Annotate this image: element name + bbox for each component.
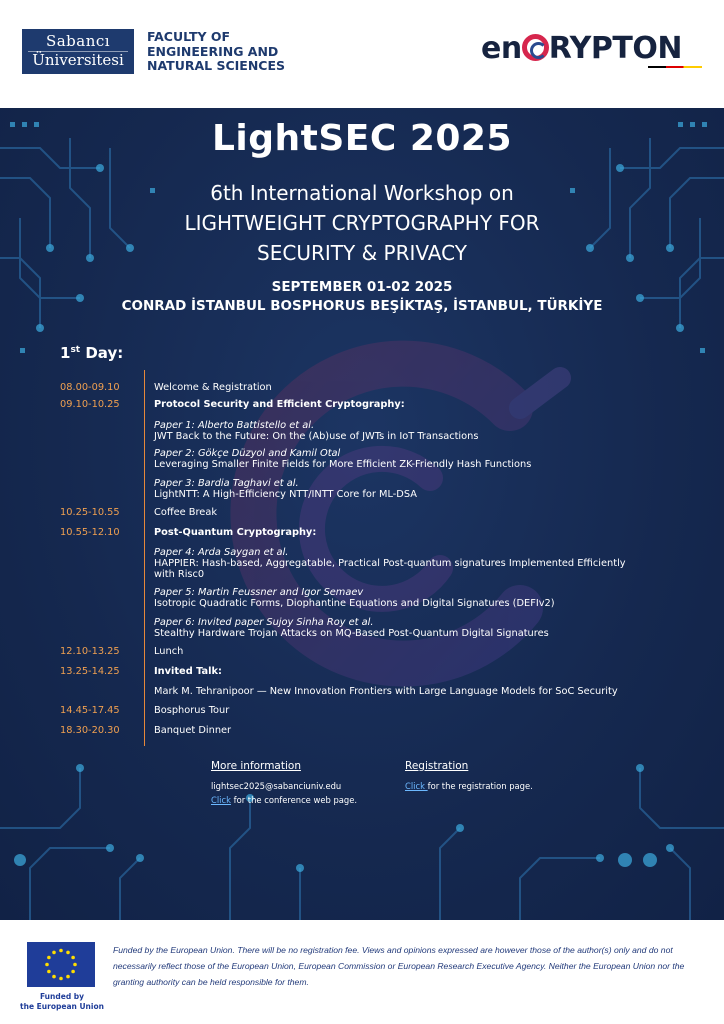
eu-funded-caption bbox=[10, 992, 114, 1011]
schedule-time: 10.55-12.10 bbox=[60, 527, 120, 538]
more-information-block bbox=[211, 759, 357, 807]
conference-web-text: for the conference web page. bbox=[230, 795, 358, 805]
schedule-desc: Banquet Dinner bbox=[154, 725, 232, 736]
day-label: Day: bbox=[80, 344, 124, 362]
su-logo-rule bbox=[28, 51, 128, 52]
schedule-time: 09.10-10.25 bbox=[60, 399, 120, 410]
eu-star-icon bbox=[52, 975, 56, 979]
paper-title: Stealthy Hardware Trojan Attacks on MQ-Based Post-Quantum Digital Signatures bbox=[154, 628, 549, 639]
session-title: Post-Quantum Cryptography: bbox=[154, 527, 317, 538]
schedule-time: 08.00-09.10 bbox=[60, 382, 120, 393]
su-logo-line1: Sabancı bbox=[45, 32, 111, 50]
paper-title: JWT Back to the Future: On the (Ab)use of JWTs in IoT Transactions bbox=[154, 431, 479, 442]
paper-authors: Paper 4: Arda Saygan et al. bbox=[154, 547, 289, 558]
paper-title: Leveraging Smaller Finite Fields for More Efficient ZK-Friendly Hash Functions bbox=[154, 459, 532, 470]
schedule-time: 12.10-13.25 bbox=[60, 646, 120, 657]
schedule-time: 10.25-10.55 bbox=[60, 507, 120, 518]
poster-panel bbox=[0, 108, 724, 920]
schedule-time: 13.25-14.25 bbox=[60, 666, 120, 677]
flag-stripe-icon bbox=[648, 66, 702, 68]
event-subtitle bbox=[0, 178, 724, 268]
encrypton-logo bbox=[481, 30, 682, 68]
eu-star-icon bbox=[71, 970, 75, 974]
paper-title: Isotropic Quadratic Forms, Diophantine Equations and Digital Signatures (DEFIv2) bbox=[154, 598, 555, 609]
subtitle-line2: LIGHTWEIGHT CRYPTOGRAPHY FOR bbox=[184, 211, 540, 235]
encrypton-prefix: en bbox=[481, 31, 522, 66]
conference-web-link[interactable]: Click bbox=[211, 795, 231, 805]
subtitle-line1: 6th International Workshop on bbox=[210, 181, 514, 205]
eu-star-icon bbox=[45, 963, 49, 967]
header bbox=[0, 0, 724, 108]
schedule-desc: Bosphorus Tour bbox=[154, 705, 230, 716]
eu-caption-line2: the European Union bbox=[20, 1001, 104, 1011]
faculty-line1: FACULTY OF bbox=[147, 29, 231, 44]
contact-email[interactable]: lightsec2025@sabanciuniv.edu bbox=[211, 781, 342, 791]
registration-block bbox=[405, 759, 533, 793]
day-number: 1 bbox=[60, 344, 71, 362]
encrypton-c-icon bbox=[522, 34, 549, 61]
paper-authors: Paper 1: Alberto Battistello et al. bbox=[154, 420, 315, 431]
faculty-line3: NATURAL SCIENCES bbox=[147, 58, 286, 73]
encrypton-suffix: RYPTON bbox=[548, 31, 682, 66]
eu-caption-line1: Funded by bbox=[39, 992, 85, 1001]
subtitle-line3: SECURITY & PRIVACY bbox=[257, 241, 467, 265]
paper-title: LightNTT: A High-Efficiency NTT/INTT Core for ML-DSA bbox=[154, 489, 417, 500]
schedule-divider bbox=[144, 370, 145, 746]
faculty-line2: ENGINEERING AND bbox=[147, 43, 279, 59]
paper-authors: Paper 3: Bardia Taghavi et al. bbox=[154, 478, 299, 489]
paper-title: HAPPIER: Hash-based, Aggregatable, Practical Post-quantum signatures Implemented Efficiently bbox=[154, 558, 626, 569]
schedule-desc: Lunch bbox=[154, 646, 184, 657]
day-suffix: st bbox=[70, 345, 81, 355]
event-date-venue bbox=[0, 278, 724, 316]
eu-star-icon bbox=[66, 951, 70, 955]
paper-authors: Paper 5: Martin Feussner and Igor Semaev bbox=[154, 587, 364, 598]
eu-flag-icon bbox=[27, 942, 95, 987]
session-title: Protocol Security and Efficient Cryptography: bbox=[154, 399, 405, 410]
schedule-time: 18.30-20.30 bbox=[60, 725, 120, 736]
registration-heading: Registration bbox=[405, 760, 469, 772]
event-title: LightSEC 2025 bbox=[211, 118, 513, 159]
day-heading bbox=[60, 344, 123, 362]
sabanci-university-logo bbox=[22, 29, 134, 74]
eu-star-icon bbox=[52, 951, 56, 955]
paper-title-cont: with Risc0 bbox=[154, 569, 205, 580]
schedule-desc: Welcome & Registration bbox=[154, 382, 272, 393]
eu-star-icon bbox=[71, 956, 75, 960]
session-title: Invited Talk: bbox=[154, 666, 222, 677]
funding-disclaimer: Funded by the European Union. There will be no registration fee. Views and opinions expressed are however those of the author(s) only and do not necessarily reflect those of the European Union, European Commission or European Research Executive Agency. Neither the European Union nor the granting authority can be held responsible for them. bbox=[113, 945, 685, 987]
event-date: SEPTEMBER 01-02 2025 bbox=[271, 279, 453, 295]
faculty-name bbox=[147, 30, 285, 74]
eu-star-icon bbox=[47, 956, 51, 960]
eu-star-icon bbox=[47, 970, 51, 974]
paper-authors: Paper 6: Invited paper Sujoy Sinha Roy et al. bbox=[154, 617, 374, 628]
registration-link[interactable]: Click bbox=[405, 781, 428, 791]
schedule-desc: Coffee Break bbox=[154, 507, 217, 518]
more-information-heading: More information bbox=[211, 760, 301, 772]
eu-star-icon bbox=[66, 975, 70, 979]
registration-text: for the registration page. bbox=[427, 781, 533, 791]
schedule-time: 14.45-17.45 bbox=[60, 705, 120, 716]
eu-star-icon bbox=[59, 949, 63, 953]
eu-star-icon bbox=[73, 963, 77, 967]
eu-star-icon bbox=[59, 977, 63, 981]
talk-title: Mark M. Tehranipoor — New Innovation Frontiers with Large Language Models for SoC Security bbox=[154, 686, 618, 697]
footer bbox=[0, 920, 724, 1024]
paper-authors: Paper 2: Gökçe Düzyol and Kamil Otal bbox=[154, 448, 341, 459]
event-venue: CONRAD İSTANBUL BOSPHORUS BEŞİKTAŞ, İSTANBUL, TÜRKİYE bbox=[121, 298, 603, 314]
su-logo-line2: Üniversitesi bbox=[32, 51, 124, 69]
